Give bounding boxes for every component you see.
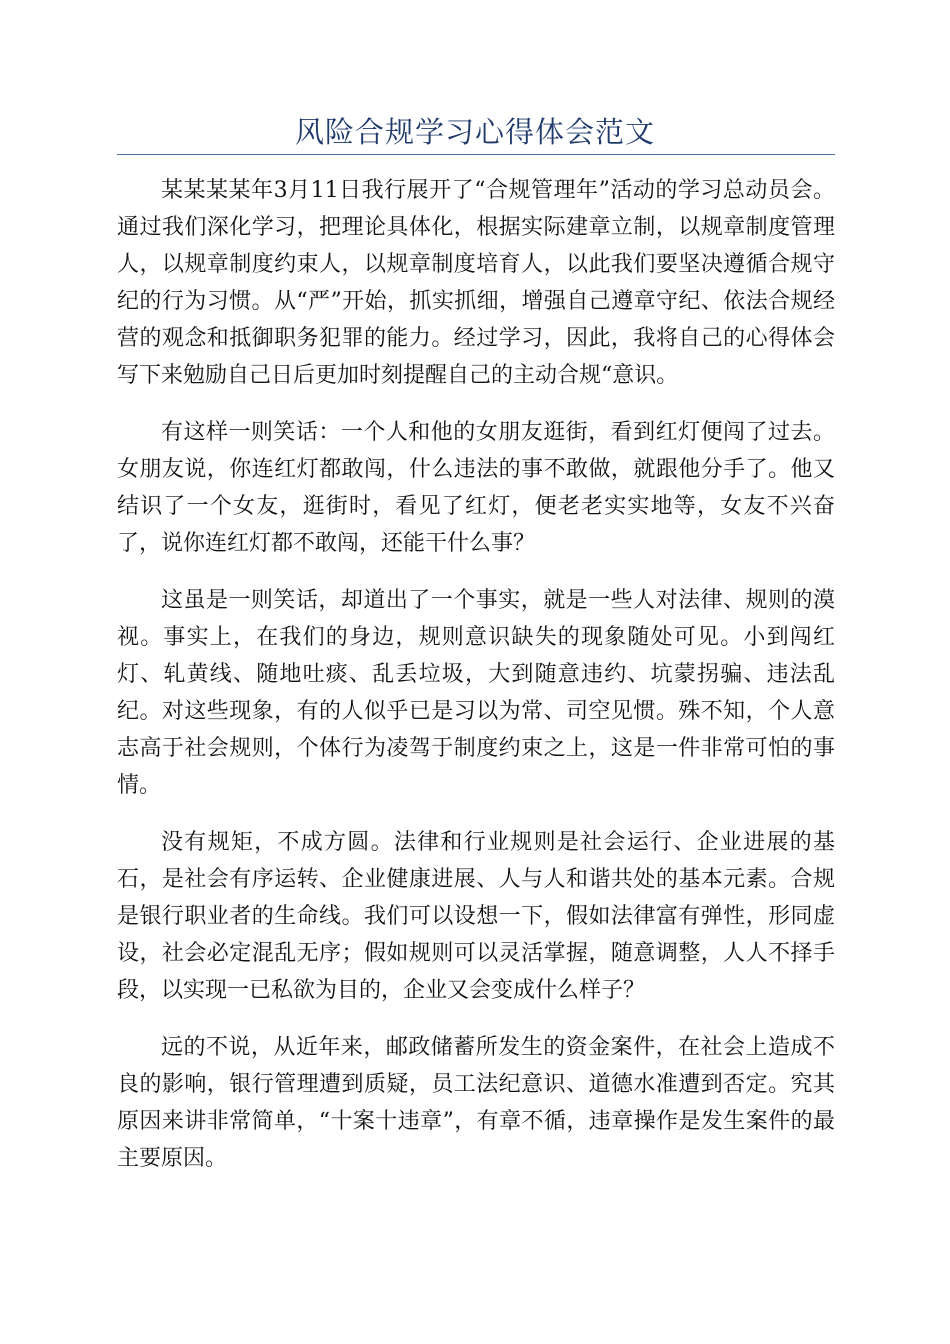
paragraph-3: 这虽是一则笑话，却道出了一个事实，就是一些人对法律、规则的漠视。事实上，在我们的身边，规则意识缺失的现象随处可见。小到闯红灯、轧黄线、随地吐痰、乱丢垃圾，大到随意违约、坑蒙拐骗、违法乱纪。对这些现象，有的人似乎已是习以为常、司空见惯。殊不知，个人意志高于社会规则，个体行为凌驾于制度约束之上，这是一件非常可怕的事情。 (117, 588, 835, 798)
paragraph-5: 远的不说，从近年来，邮政储蓄所发生的资金案件，在社会上造成不良的影响，银行管理遭到质疑，员工法纪意识、道德水准遭到否定。究其原因来讲非常简单，“十案十违章”，有章不循，违章操作是发生案件的最主要原因。 (117, 1035, 835, 1171)
title-underline (117, 154, 835, 155)
paragraph-1: 某某某某年3月11日我行展开了“合规管理年”活动的学习总动员会。通过我们深化学习，把理论具体化，根据实际建章立制，以规章制度管理人，以规章制度约束人，以规章制度培育人，以此我们要坚决遵循合规守纪的行为习惯。从“严”开始，抓实抓细，增强自己遵章守纪、依法合规经营的观念和抵御职务犯罪的能力。经过学习，因此，我将自己的心得体会写下来勉励自己日后更加时刻提醒自己的主动合规“意识。 (117, 178, 835, 388)
paragraph-2: 有这样一则笑话：一个人和他的女朋友逛街，看到红灯便闯了过去。女朋友说，你连红灯都敢闯，什么违法的事不敢做，就跟他分手了。他又结识了一个女友，逛街时，看见了红灯，便老老实实地等，女友不兴奋了，说你连红灯都不敢闯，还能干什么事？ (117, 420, 835, 556)
paragraph-4: 没有规矩，不成方圆。法律和行业规则是社会运行、企业进展的基石，是社会有序运转、企业健康进展、人与人和谐共处的基本元素。合规是银行职业者的生命线。我们可以设想一下，假如法律富有弹性，形同虚设，社会必定混乱无序；假如规则可以灵活掌握，随意调整，人人不择手段，以实现一已私欲为目的，企业又会变成什么样子？ (117, 830, 835, 1003)
document-body (117, 172, 835, 1197)
document-title: 风险合规学习心得体会范文 (294, 115, 655, 149)
